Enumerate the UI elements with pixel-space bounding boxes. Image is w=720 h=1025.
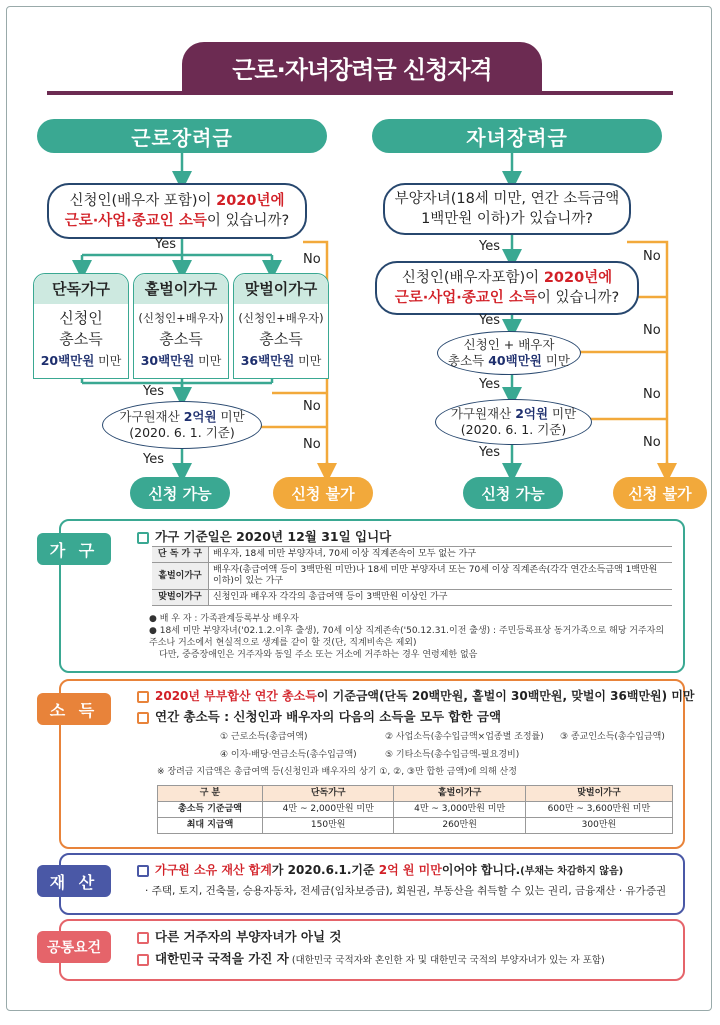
asset-tail: 미만 (216, 409, 245, 424)
household-line: 총소득 (259, 330, 303, 348)
bullet-icon (137, 691, 149, 703)
eligible-result: 신청 가능 (130, 477, 230, 509)
asset-tail: 미만 (548, 406, 577, 421)
asset-condition (102, 401, 262, 449)
asset-tag: 재 산 (37, 865, 111, 897)
header-cell: 맞벌이가구 (525, 786, 672, 802)
q-year: 2020년에 (216, 193, 285, 209)
income-text: 신청인 + 배우자 (463, 337, 555, 352)
yes-label: Yes (479, 313, 500, 328)
note: ● 18세 미만 부양자녀('02.1.2.이후 출생), 70세 이상 직계존속('50.12.31.이전 출생) : 주민등록표상 동거가족으로 해당 거주자의 주소나 거소에서 현실적으로 생계를 같이 할 것(단, 직계비속은 제외) (149, 626, 665, 648)
income-tail: 미만 (541, 353, 570, 368)
ineligible-result: 신청 불가 (273, 477, 373, 509)
row-key: 총소득 기준금액 (158, 802, 263, 818)
no-label: No (303, 252, 321, 267)
table-row (152, 563, 672, 590)
income-tag: 소 득 (37, 693, 111, 725)
household-amount: 30백만원 (140, 353, 195, 368)
asset-date: (2020. 6. 1. 기준) (460, 422, 567, 437)
asset-highlight: 2억 원 미만 (378, 863, 442, 877)
child-question (383, 183, 631, 235)
household-tail: 미만 (194, 354, 222, 368)
household-line: 총소득 (159, 330, 203, 348)
household-title: 단독가구 (34, 274, 128, 304)
q-income-type: 근로·사업·종교인 소득 (394, 290, 537, 306)
asset-amount: 2억원 (183, 409, 217, 424)
child-income-question (375, 261, 639, 315)
row-key: 홑벌이가구 (152, 563, 209, 590)
yes-label: Yes (143, 384, 164, 399)
q-year: 2020년에 (543, 270, 613, 286)
asset-note: (부채는 차감하지 않음) (520, 866, 624, 877)
page-title: 근로·자녀장려금 신청자격 (182, 42, 542, 92)
note: 다만, 중증장애인은 거주자와 동일 주소 또는 거소에 거주하는 경우 연령제한 없음 (159, 650, 478, 660)
yes-label: Yes (479, 239, 500, 254)
table-header-row (158, 786, 673, 802)
household-one-earner (133, 273, 229, 379)
table-row (152, 547, 672, 563)
work-income-question (47, 183, 307, 239)
income-note: ※ 장려금 지급액은 총급여액 등(신청인과 배우자의 상기 ①, ②, ③만 합한 금액)에 의해 산정 (157, 767, 517, 777)
household-title: 맞벌이가구 (234, 274, 328, 304)
header-cell: 단독가구 (263, 786, 394, 802)
asset-text: 가구원재산 (119, 409, 184, 424)
no-label: No (643, 435, 661, 450)
child-asset-condition (435, 399, 592, 445)
table-cell: 150만원 (263, 818, 394, 834)
household-tag: 가 구 (37, 533, 111, 565)
bullet-icon (137, 532, 149, 544)
household-tail: 미만 (294, 354, 322, 368)
q-text: 신청인(배우자포함)이 (401, 270, 544, 286)
q-text-end: 이 있습니까? (206, 213, 290, 229)
row-key: 단 독 가 구 (152, 547, 209, 563)
table-row (158, 802, 673, 818)
common-tag: 공통요건 (37, 931, 111, 963)
asset-line1 (137, 861, 623, 878)
income-table (157, 785, 673, 834)
income-item: ③ 종교인소득(총수입금액) (560, 732, 665, 742)
q-text: 부양자녀(18세 미만, 연간 소득금액 (394, 191, 620, 207)
headline-text: 가구 기준일은 2020년 12월 31일 입니다 (155, 529, 392, 544)
note: ● 배 우 자 : 가족관계등록부상 배우자 (149, 614, 299, 624)
asset-line2: · 주택, 토지, 건축물, 승용자동차, 전세금(임차보증금), 회원권, 부동산을 취득할 수 있는 권리, 금융재산 · 유가증권 (145, 885, 667, 897)
common-line2 (137, 949, 605, 967)
household-notes (149, 613, 669, 661)
household-table (152, 546, 672, 606)
household-line: (신청인+배우자) (138, 311, 224, 325)
no-label: No (643, 323, 661, 338)
row-value: 배우자, 18세 미만 부양자녀, 70세 이상 직계존속이 모두 없는 가구 (209, 547, 673, 563)
asset-text: 가구원재산 (450, 406, 516, 421)
table-cell: 4만 ~ 3,000만원 미만 (394, 802, 525, 818)
table-cell: 300만원 (525, 818, 672, 834)
page (6, 6, 712, 1011)
household-line: (신청인+배우자) (238, 311, 324, 325)
income-item: ② 사업소득(총수입금액×업종별 조정률) (385, 732, 544, 742)
household-amount: 36백만원 (240, 353, 295, 368)
household-title: 홑벌이가구 (134, 274, 228, 304)
household-single (33, 273, 129, 379)
bullet-icon (137, 865, 149, 877)
row-value: 배우자(총급여액 등이 3백만원 미만)나 18세 미만 부양자녀 또는 70세 이상 직계존속(각각 연간소득금액 1백만원 이하)이 있는 가구 (209, 563, 673, 590)
work-incentive-header: 근로장려금 (37, 119, 327, 153)
no-label: No (303, 399, 321, 414)
income-item: ⑤ 기타소득(총수입금액-필요경비) (385, 750, 520, 760)
row-key: 최대 지급액 (158, 818, 263, 834)
table-cell: 4만 ~ 2,000만원 미만 (263, 802, 394, 818)
common-line1 (137, 927, 341, 945)
row-value: 신청인과 배우자 각각의 총급여액 등이 3백만원 이상인 가구 (209, 590, 673, 606)
row-key: 맞벌이가구 (152, 590, 209, 606)
income-text: 총소득 (448, 353, 489, 368)
no-label: No (643, 387, 661, 402)
asset-amount: 2억원 (515, 406, 549, 421)
q-text: 1백만원 이하)가 있습니까? (421, 211, 593, 227)
table-row (152, 590, 672, 606)
income-amount: 40백만원 (488, 353, 542, 368)
income-line1 (137, 687, 695, 704)
income-highlight: 2020년 부부합산 연간 총소득 (155, 689, 317, 703)
asset-highlight: 가구원 소유 재산 합계 (155, 863, 272, 877)
child-income-condition (437, 331, 581, 375)
ineligible-result: 신청 불가 (613, 477, 707, 509)
q-text-end: 이 있습니까? (536, 290, 620, 306)
eligible-result: 신청 가능 (463, 477, 563, 509)
no-label: No (303, 437, 321, 452)
household-line: 신청인 (59, 309, 103, 327)
child-incentive-header: 자녀장려금 (372, 119, 662, 153)
bullet-icon (137, 932, 149, 944)
yes-label: Yes (155, 237, 176, 252)
header-cell: 홑벌이가구 (394, 786, 525, 802)
income-line2 (137, 707, 501, 725)
household-dual-earner (233, 273, 329, 379)
household-line: 총소득 (59, 330, 103, 348)
bullet-icon (137, 954, 149, 966)
income-item: ④ 이자·배당·연금소득(총수입금액) (220, 750, 357, 760)
table-cell: 600만 ~ 3,600만원 미만 (525, 802, 672, 818)
income-text: 연간 총소득 : 신청인과 배우자의 다음의 소득을 모두 합한 금액 (155, 709, 502, 724)
q-text: 신청인(배우자 포함)이 (69, 193, 217, 209)
bullet-icon (137, 712, 149, 724)
asset-text: 이어야 합니다. (441, 863, 521, 877)
common-text: 대한민국 국적을 가진 자 (155, 951, 289, 966)
no-label: No (643, 249, 661, 264)
common-note: (대한민국 국적자와 혼인한 자 및 대한민국 국적의 부양자녀가 있는 자 포함) (288, 955, 605, 966)
household-headline (137, 527, 391, 545)
yes-label: Yes (143, 452, 164, 467)
household-tail: 미만 (94, 354, 122, 368)
income-item: ① 근로소득(총급여액) (220, 732, 308, 742)
asset-date: (2020. 6. 1. 기준) (129, 425, 235, 440)
q-income-type: 근로·사업·종교인 소득 (64, 213, 207, 229)
table-cell: 260만원 (394, 818, 525, 834)
asset-text: 가 2020.6.1.기준 (271, 863, 379, 877)
income-text: 이 기준금액(단독 20백만원, 홑벌이 30백만원, 맞벌이 36백만원) 미만 (316, 689, 695, 703)
table-row (158, 818, 673, 834)
household-amount: 20백만원 (40, 353, 95, 368)
yes-label: Yes (479, 445, 500, 460)
yes-label: Yes (479, 377, 500, 392)
common-text: 다른 거주자의 부양자녀가 아닐 것 (155, 929, 342, 944)
header-cell: 구 분 (158, 786, 263, 802)
